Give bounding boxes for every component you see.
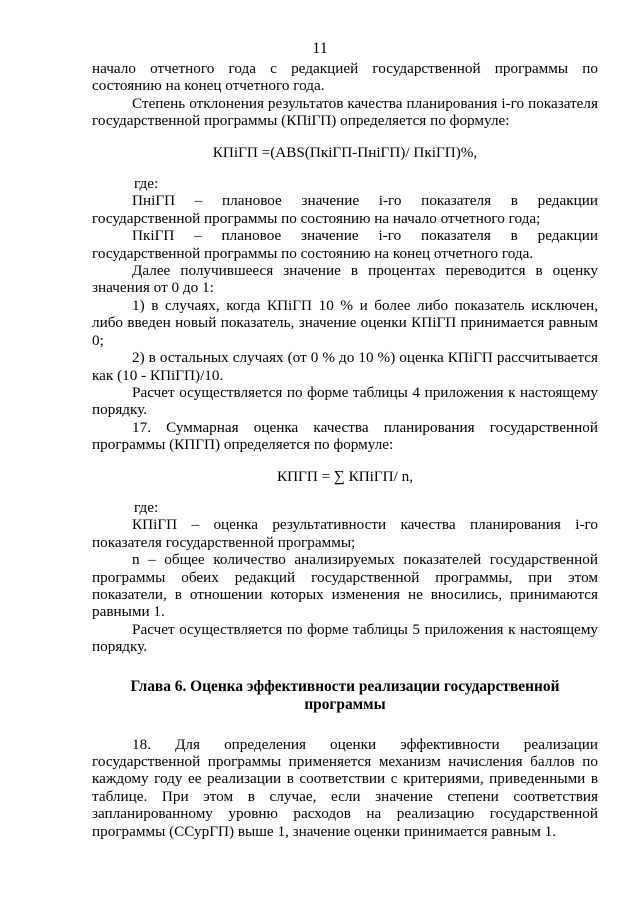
- paragraph-case-1: 1) в случаях, когда КПiГП 10 % и более либо показатель исключен, либо введен новый показатель, значение оценки КПiГП принимается равным 0;: [92, 296, 598, 349]
- formula-kpgp: КПГП = ∑ КПiГП/ n,: [276, 467, 414, 485]
- paragraph-18: 18. Для определения оценки эффективности реализации государственной программы применяется механизм начисления баллов по каждому году ее реализации в соответствии с критериями, приведенными в таблице. При этом в случае, если значение степени соответствия запланированному уровню расходов на реализацию государственной программы (ССурГП) выше 1, значение оценки принимается равным 1.: [92, 735, 598, 840]
- paragraph-continuation: начало отчетного года с редакцией государственной программы по состоянию на конец отчетного года.: [92, 60, 598, 95]
- definition-pnigp: ПнiГП – плановое значение i-го показателя в редакции государственной программы по состоянию на начало отчетного года;: [92, 192, 598, 227]
- paragraph-case-2: 2) в остальных случаях (от 0 % до 10 %) оценка КПiГП рассчитывается как (10 - КПiГП)/10.: [92, 349, 598, 384]
- document-body: [92, 60, 598, 840]
- definition-pkigp: ПкiГП – плановое значение i-го показателя в редакции государственной программы по состоянию на конец отчетного года.: [92, 227, 598, 262]
- definition-kpigp: КПiГП – оценка результативности качества планирования i-го показателя государственной программы;: [92, 516, 598, 551]
- where-label-2: где:: [134, 498, 159, 516]
- paragraph-conversion: Далее получившееся значение в процентах переводится в оценку значения от 0 до 1:: [92, 262, 598, 297]
- page-number: 11: [312, 40, 328, 57]
- paragraph-17: 17. Суммарная оценка качества планирования государственной программы (КПГП) определяется по формуле:: [92, 418, 598, 454]
- paragraph-table-4: Расчет осуществляется по форме таблицы 4 приложения к настоящему порядку.: [92, 383, 598, 419]
- where-label: где:: [134, 175, 159, 193]
- definition-n: n – общее количество анализируемых показателей государственной программы обеих редакций государственной программы, при этом показатели, в отношении которых изменения не вносились, принимаются равными 1.: [92, 551, 598, 621]
- paragraph-table-5: Расчет осуществляется по форме таблицы 5 приложения к настоящему порядку.: [92, 620, 598, 656]
- chapter-heading: Глава 6. Оценка эффективности реализации государственной программы: [130, 677, 560, 713]
- paragraph-deviation-degree: Степень отклонения результатов качества планирования i-го показателя государственной программы (КПiГП) определяется по формуле:: [92, 94, 598, 130]
- formula-kpigp: КПiГП =(ABS(ПкiГП-ПнiГП)/ ПкiГП)%,: [212, 143, 478, 161]
